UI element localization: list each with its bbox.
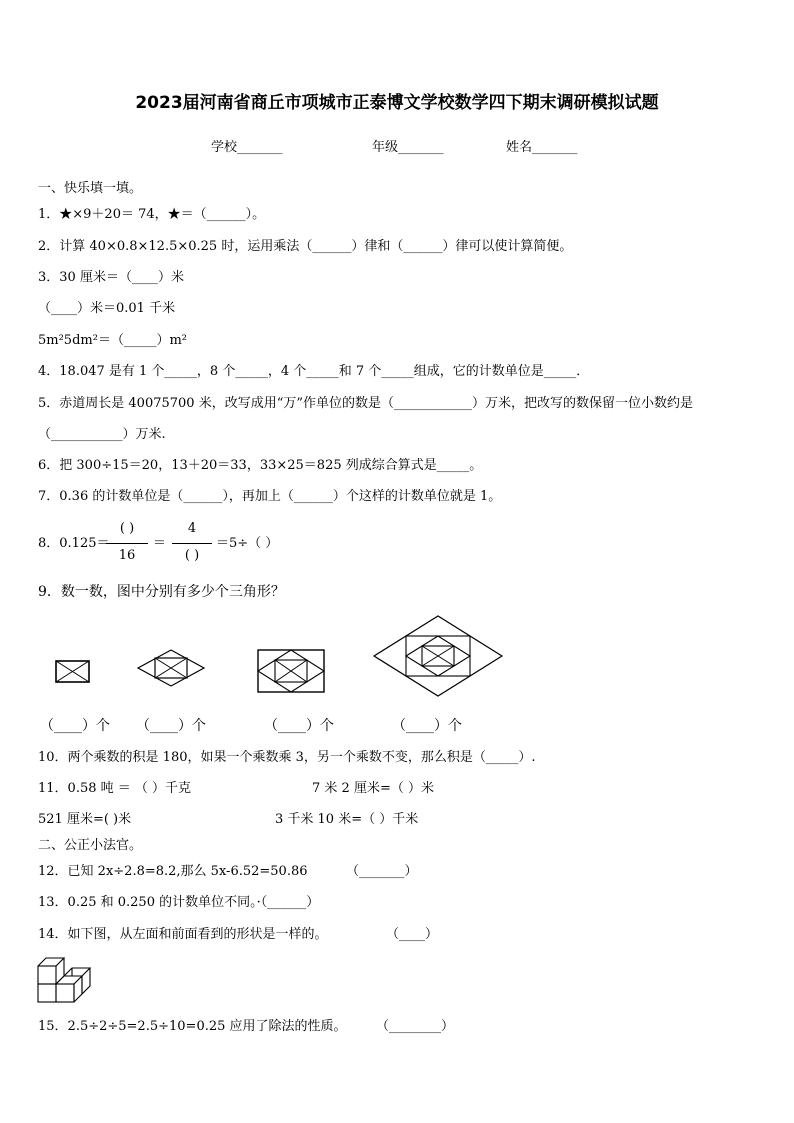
question-11d: 3 千米 10 米=（ ）千米 — [275, 812, 419, 827]
fraction-1-denominator: 16 — [118, 548, 136, 563]
question-3b: （____）米＝0.01 千米 — [38, 301, 176, 316]
question-2: 2．计算 40×0.8×12.5×0.25 时，运用乘法（______）律和（______）律可以使计算简便。 — [38, 239, 573, 254]
question-5a: 5．赤道周长是 40075700 米，改写成用“万”作单位的数是（____________）万米，把改写的数保留一位小数约是 — [38, 396, 693, 411]
name-field: 姓名_______ — [506, 140, 578, 155]
question-8-suffix: ＝5÷（ ） — [216, 536, 279, 551]
question-8-prefix: 8．0.125＝ — [38, 536, 110, 551]
question-14: 14．如下图，从左面和前面看到的形状是一样的。 — [38, 927, 328, 942]
question-9-answer-4: （____）个 — [392, 718, 462, 734]
question-11b: 7 米 2 厘米=（ ）米 — [312, 781, 434, 796]
question-14-answer: （____） — [386, 927, 439, 942]
triangle-figure-2 — [136, 648, 206, 688]
question-9-answer-3: （____）个 — [264, 718, 334, 734]
question-11a: 11．0.58 吨 ＝ （ ）千克 — [38, 781, 192, 796]
triangle-figure-4 — [372, 614, 504, 698]
question-13: 13．0.25 和 0.250 的计数单位不同。·（______） — [38, 895, 320, 910]
question-3c: 5m²5dm²＝（_____）m² — [38, 333, 187, 348]
question-9-answer-2: （____）个 — [136, 718, 206, 734]
section-2-heading: 二、公正小法官。 — [38, 838, 143, 853]
fraction-2-denominator: ( ) — [184, 548, 200, 563]
question-10: 10．两个乘数的积是 180，如果一个乘数乘 3，另一个乘数不变，那么积是（_____）. — [38, 750, 536, 765]
question-11c: 521 厘米=( )米 — [38, 812, 132, 827]
triangle-figure-1 — [55, 655, 91, 685]
fraction-2-bar — [172, 543, 212, 544]
section-1-heading: 一、快乐填一填。 — [38, 181, 143, 196]
question-1: 1．★×9＋20＝ 74，★＝（______）。 — [38, 207, 266, 222]
grade-field: 年级_______ — [372, 140, 444, 155]
fraction-1-bar — [106, 543, 148, 544]
fraction-2-numerator: 4 — [187, 521, 197, 536]
school-field: 学校_______ — [211, 140, 283, 155]
triangle-figure-3 — [256, 648, 326, 694]
question-12-answer: （_______） — [346, 864, 418, 879]
question-15: 15．2.5÷2÷5=2.5÷10=0.25 应用了除法的性质。 — [38, 1019, 347, 1034]
equals-sign: ＝ — [153, 536, 167, 551]
question-5b: （___________）万米. — [38, 427, 166, 442]
question-12: 12．已知 2x÷2.8=8.2,那么 5x-6.52=50.86 — [38, 864, 308, 879]
question-6: 6．把 300÷15＝20，13＋20＝33，33×25＝825 列成综合算式是_____。 — [38, 458, 483, 473]
cube-stack-figure — [36, 954, 96, 1006]
question-3a: 3．30 厘米＝（____）米 — [38, 270, 184, 285]
question-9-answer-1: （____）个 — [40, 718, 110, 734]
question-15-answer: （________） — [376, 1019, 455, 1034]
fraction-1-numerator: ( ) — [119, 521, 135, 536]
page-title: 2023届河南省商丘市项城市正泰博文学校数学四下期末调研模拟试题 — [135, 93, 659, 113]
question-7: 7．0.36 的计数单位是（______），再加上（______）个这样的计数单位就是 1。 — [38, 489, 502, 504]
question-9: 9．数一数，图中分别有多少个三角形？ — [38, 584, 285, 600]
question-4: 4．18.047 是有 1 个_____，8 个_____，4 个_____和 7 个_____组成，它的计数单位是_____． — [38, 364, 590, 379]
